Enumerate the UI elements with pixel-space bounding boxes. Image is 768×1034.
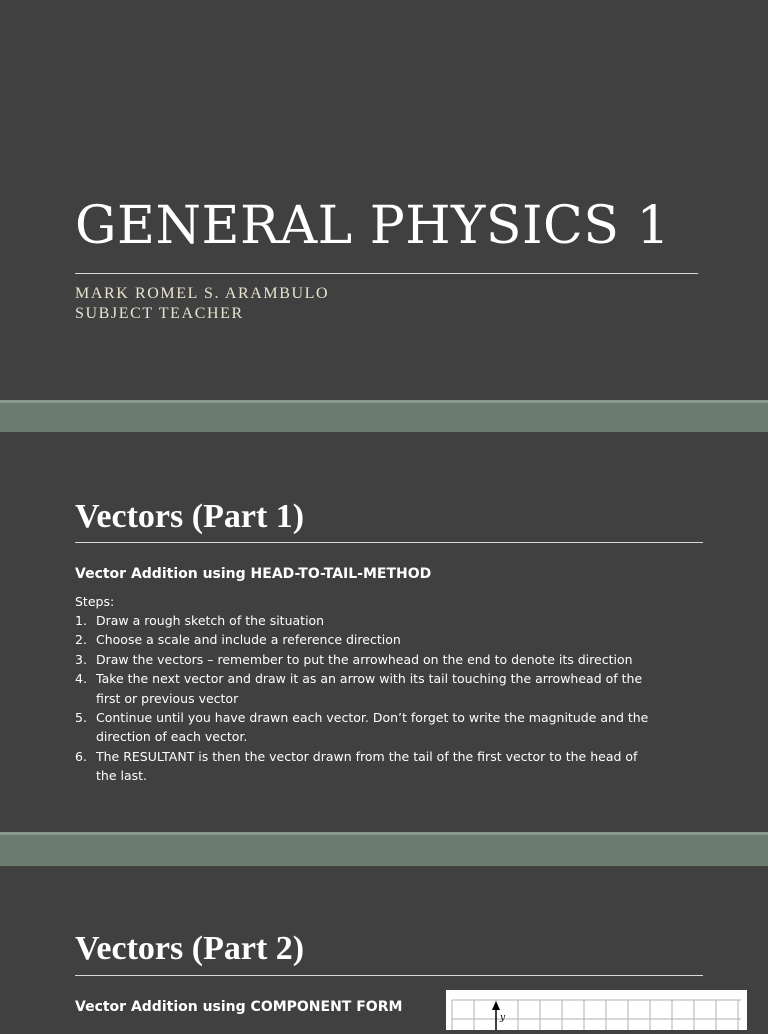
title-slide bbox=[0, 0, 768, 400]
grid-graph bbox=[446, 990, 747, 1030]
author-role: SUBJECT TEACHER bbox=[75, 305, 244, 322]
list-item: 3. Draw the vectors – remember to put the arrowhead on the end to denote its direction bbox=[75, 651, 633, 667]
vectors-part1-title: Vectors (Part 1) bbox=[75, 498, 305, 535]
part1-rule bbox=[75, 542, 703, 543]
slide-divider bbox=[0, 400, 768, 432]
steps-list bbox=[75, 611, 655, 786]
list-item: 4. Take the next vector and draw it as an arrow with its tail touching the arrowhead of the first or previous vector bbox=[75, 671, 643, 706]
graph-grid-svg bbox=[446, 990, 747, 1030]
list-item: 2. Choose a scale and include a reference direction bbox=[75, 632, 401, 648]
list-item: 5. Continue until you have drawn each vector. Don’t forget to write the magnitude and the direction of each vector. bbox=[75, 710, 649, 745]
y-axis-arrowhead bbox=[492, 1001, 500, 1010]
part2-rule bbox=[75, 975, 703, 976]
y-axis-label: y bbox=[500, 1013, 506, 1023]
component-form-subtitle: Vector Addition using COMPONENT FORM bbox=[75, 999, 403, 1015]
steps-label: Steps: bbox=[75, 594, 115, 609]
slide-divider bbox=[0, 832, 768, 866]
list-item: 6. The RESULTANT is then the vector drawn from the tail of the first vector to the head of the last. bbox=[75, 748, 638, 784]
author-name: MARK ROMEL S. ARAMBULO bbox=[75, 285, 330, 302]
vectors-part2-title: Vectors (Part 2) bbox=[75, 930, 305, 967]
title-rule bbox=[75, 273, 698, 274]
list-item: 1. Draw a rough sketch of the situation bbox=[75, 613, 325, 628]
head-to-tail-subtitle: Vector Addition using HEAD-TO-TAIL-METHOD bbox=[75, 566, 432, 582]
slide-title: GENERAL PHYSICS 1 bbox=[75, 196, 671, 256]
